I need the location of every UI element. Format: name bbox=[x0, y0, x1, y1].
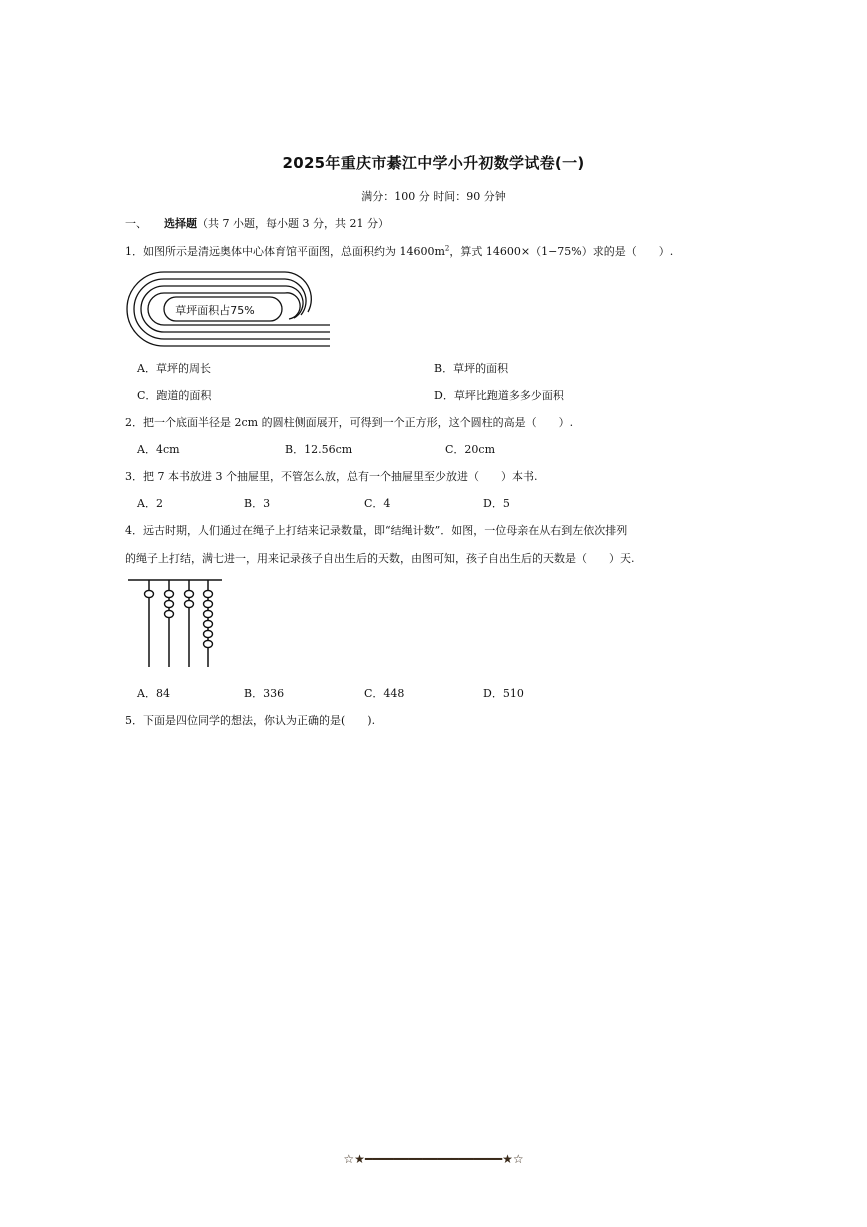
question-1 bbox=[125, 243, 673, 259]
section-number: 一、 bbox=[125, 217, 147, 230]
knot-2-1 bbox=[165, 590, 174, 597]
q3-option-d[interactable]: D．5 bbox=[483, 497, 510, 510]
q2-option-a[interactable]: A．4cm bbox=[137, 443, 180, 456]
q1-option-d[interactable]: D．草坪比跑道多多少面积 bbox=[434, 389, 564, 402]
lawn-label: 草坪面积占75% bbox=[175, 304, 255, 317]
q3-option-a[interactable]: A．2 bbox=[137, 497, 163, 510]
q1-option-c[interactable]: C．跑道的面积 bbox=[137, 389, 212, 402]
stadium-figure bbox=[120, 268, 335, 350]
footer-decoration: ☆★━━━━━━━━━━━━━━━━━━━★☆ bbox=[343, 1152, 524, 1166]
q2-option-b[interactable]: B．12.56cm bbox=[285, 443, 353, 456]
question-4-line-1: 4．远古时期，人们通过在绳子上打结来记录数量，即“结绳计数”．如图，一位母亲在从右到左依次排列 bbox=[125, 524, 628, 537]
track-curve-right bbox=[285, 272, 311, 312]
q4-option-c[interactable]: C．448 bbox=[364, 687, 405, 700]
knot-4-5 bbox=[204, 630, 213, 637]
q1-option-b[interactable]: B．草坪的面积 bbox=[434, 362, 509, 375]
knot-4-1 bbox=[204, 590, 213, 597]
knot-4-6 bbox=[204, 640, 213, 647]
knot-4-4 bbox=[204, 620, 213, 627]
knot-1-1 bbox=[145, 590, 154, 597]
question-1-text-b: ，算式 14600×（1−75%）求的是（ ）. bbox=[449, 245, 674, 258]
question-1-superscript: 2 bbox=[444, 244, 450, 253]
q3-option-c[interactable]: C．4 bbox=[364, 497, 391, 510]
q1-option-a[interactable]: A．草坪的周长 bbox=[137, 362, 211, 375]
q3-option-b[interactable]: B．3 bbox=[244, 497, 271, 510]
question-5: 5．下面是四位同学的想法，你认为正确的是( ). bbox=[125, 714, 376, 727]
section-note: （共 7 小题，每小题 3 分，共 21 分） bbox=[197, 217, 389, 230]
page-title: 2025年重庆市綦江中学小升初数学试卷(一) bbox=[282, 154, 585, 172]
knot-4-3 bbox=[204, 610, 213, 617]
knot-4-2 bbox=[204, 600, 213, 607]
knot-2-2 bbox=[165, 600, 174, 607]
knot-rope-figure bbox=[125, 575, 225, 670]
q4-option-b[interactable]: B．336 bbox=[244, 687, 285, 700]
section-name: 选择题 bbox=[164, 217, 197, 230]
question-3: 3．把 7 本书放进 3 个抽屉里，不管怎么放，总有一个抽屉里至少放进（ ）本书. bbox=[125, 470, 538, 483]
knot-3-2 bbox=[185, 600, 194, 607]
question-1-text-a: 1．如图所示是清远奥体中心体育馆平面图，总面积约为 14600m bbox=[125, 245, 445, 258]
q4-option-d[interactable]: D．510 bbox=[483, 687, 524, 700]
question-4-line-2: 的绳子上打结，满七进一，用来记录孩子自出生后的天数，由图可知，孩子自出生后的天数是（ ）天. bbox=[125, 552, 635, 565]
knot-3-1 bbox=[185, 590, 194, 597]
section-header bbox=[125, 215, 389, 231]
question-2: 2．把一个底面半径是 2cm 的圆柱侧面展开，可得到一个正方形，这个圆柱的高是（ ）. bbox=[125, 416, 574, 429]
knot-2-3 bbox=[165, 610, 174, 617]
q4-option-a[interactable]: A．84 bbox=[137, 687, 170, 700]
q2-option-c[interactable]: C．20cm bbox=[445, 443, 496, 456]
exam-meta: 满分：100 分 时间：90 分钟 bbox=[361, 190, 506, 203]
